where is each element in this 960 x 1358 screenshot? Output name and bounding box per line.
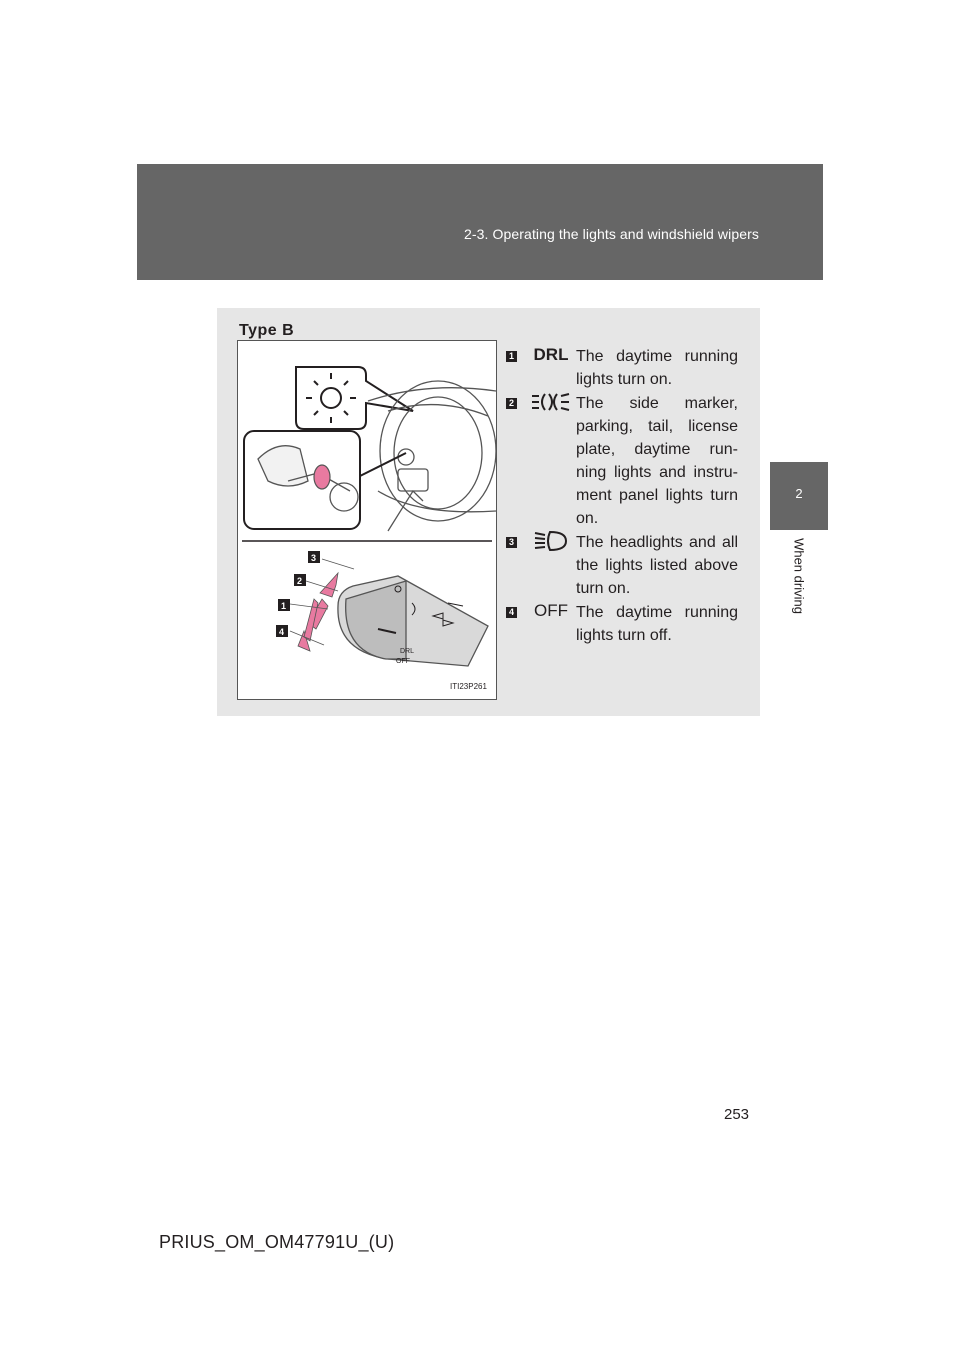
off-symbol bbox=[526, 599, 576, 623]
item-description: The side marker, parking, tail, license plate, daytime run-ning lights and instru-ment panel lights turn on. bbox=[576, 395, 738, 527]
drl-symbol bbox=[526, 343, 576, 367]
headlight-icon bbox=[526, 529, 576, 553]
chapter-tab bbox=[770, 462, 828, 530]
item-description: The daytime running lights turn on. bbox=[576, 348, 738, 388]
item-description: The daytime running lights turn off. bbox=[576, 604, 738, 644]
svg-text:1: 1 bbox=[281, 601, 287, 611]
item-description: The headlights and all the lights listed above turn on. bbox=[576, 534, 738, 597]
figure-code: ITI23P261 bbox=[450, 682, 487, 691]
figure-drl-label: DRL bbox=[400, 648, 415, 655]
type-b-panel bbox=[217, 308, 760, 716]
document-code: PRIUS_OM_OM47791U_(U) bbox=[159, 1232, 395, 1252]
section-title: 2-3. Operating the lights and windshield wipers bbox=[464, 226, 759, 242]
illustration-svg bbox=[238, 341, 496, 699]
light-switch-illustration bbox=[237, 340, 497, 700]
item-number: 4 bbox=[506, 607, 517, 618]
page-number: 253 bbox=[724, 1106, 750, 1123]
drl-symbol-text: DRL bbox=[533, 345, 569, 364]
hand-callout bbox=[244, 431, 406, 529]
switch-stalk-closeup bbox=[338, 576, 488, 666]
item-number: 1 bbox=[506, 351, 517, 362]
svg-text:4: 4 bbox=[279, 627, 285, 637]
figure-off-label: OFF bbox=[396, 658, 410, 665]
light-symbol-callout bbox=[296, 367, 413, 429]
header-band bbox=[137, 164, 823, 280]
item-number: 3 bbox=[506, 537, 517, 548]
svg-text:2: 2 bbox=[297, 576, 303, 586]
chapter-number: 2 bbox=[795, 486, 803, 501]
off-symbol-text: OFF bbox=[534, 601, 568, 620]
panel-heading: Type B bbox=[239, 322, 295, 339]
chapter-label: When driving bbox=[791, 538, 807, 614]
svg-text:3: 3 bbox=[311, 553, 317, 563]
item-number: 2 bbox=[506, 398, 517, 409]
side-marker-light-icon bbox=[526, 390, 576, 414]
